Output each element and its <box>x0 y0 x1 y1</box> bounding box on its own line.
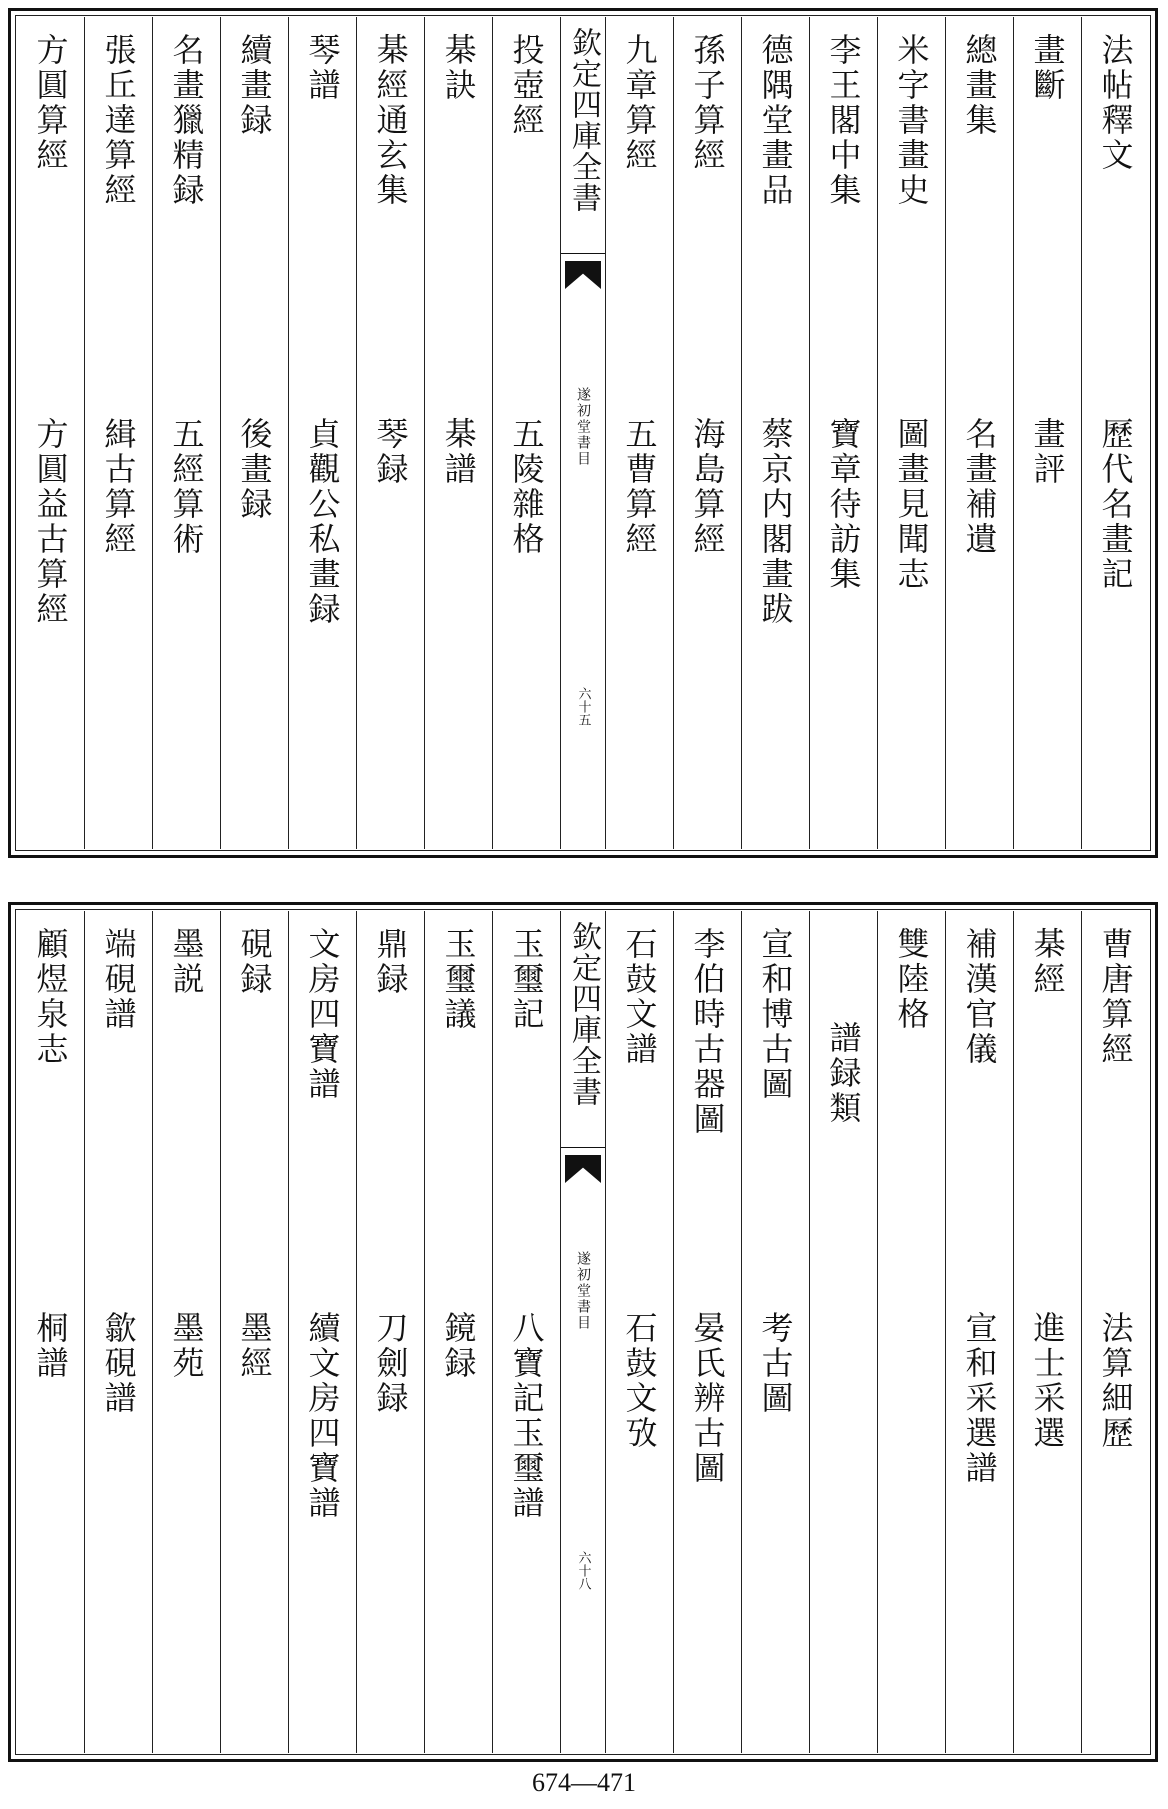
upper-left-col-1 <box>492 17 560 849</box>
lower-center-fold <box>560 911 605 1753</box>
lower-right-col-6 <box>741 911 809 1753</box>
book-title: 玉璽記 <box>507 927 546 1032</box>
fish-tail-rule <box>561 253 605 254</box>
upper-right-col-7 <box>673 17 741 849</box>
book-title: 寶章待訪集 <box>824 417 863 592</box>
upper-left-col-8 <box>17 17 84 849</box>
upper-left-col-5 <box>220 17 288 849</box>
upper-page-columns <box>17 17 1149 849</box>
upper-left-col-7 <box>84 17 152 849</box>
book-title: 琴録 <box>371 417 410 487</box>
book-title: 硯録 <box>235 927 274 997</box>
book-title: 考古圖 <box>756 1311 795 1416</box>
book-title: 貞觀公私畫録 <box>303 417 342 627</box>
book-title: 玉璽議 <box>439 927 478 1032</box>
lower-right-col-1 <box>1081 911 1149 1753</box>
book-title: 補漢官儀 <box>960 927 999 1067</box>
lower-left-col-6 <box>152 911 220 1753</box>
book-title: 桐譜 <box>31 1311 70 1381</box>
book-title: 方圓益古算經 <box>31 417 70 627</box>
book-title: 總畫集 <box>960 33 999 138</box>
lower-right-col-3 <box>945 911 1013 1753</box>
book-title: 張丘達算經 <box>99 33 138 208</box>
fish-tail-rule <box>561 1147 605 1148</box>
book-title: 五經算術 <box>167 417 206 557</box>
lower-left-col-7 <box>84 911 152 1753</box>
book-title: 宣和博古圖 <box>756 927 795 1102</box>
book-title: 墨經 <box>235 1311 274 1381</box>
book-title: 續文房四寶譜 <box>303 1311 342 1521</box>
book-title: 進士采選 <box>1028 1311 1067 1451</box>
book-title: 蔡京内閣畫跋 <box>756 417 795 627</box>
book-title: 後畫録 <box>235 417 274 522</box>
lower-right-col-7 <box>673 911 741 1753</box>
book-title: 法帖釋文 <box>1096 33 1135 173</box>
book-title: 方圓算經 <box>31 33 70 173</box>
lower-right-col-2 <box>1013 911 1081 1753</box>
upper-right-col-3 <box>945 17 1013 849</box>
upper-right-col-1 <box>1081 17 1149 849</box>
book-title: 德隅堂畫品 <box>756 33 795 208</box>
book-title: 海島算經 <box>688 417 727 557</box>
collection-title: 欽定四庫全書 <box>566 921 601 1107</box>
upper-right-col-6 <box>741 17 809 849</box>
book-title: 文房四寶譜 <box>303 927 342 1102</box>
lower-page <box>8 902 1158 1762</box>
book-title: 顧煜泉志 <box>31 927 70 1067</box>
lower-left-col-2 <box>424 911 492 1753</box>
page-reference-number: 674—471 <box>532 1768 636 1797</box>
book-title: 棊經通玄集 <box>371 33 410 208</box>
book-title: 端硯譜 <box>99 927 138 1032</box>
lower-left-col-8 <box>17 911 84 1753</box>
book-title: 歷代名畫記 <box>1096 417 1135 592</box>
folio-number: 六十八 <box>575 1551 591 1590</box>
book-title: 名畫獵精録 <box>167 33 206 208</box>
upper-left-col-6 <box>152 17 220 849</box>
book-title: 五陵雜格 <box>507 417 546 557</box>
book-title: 曹唐算經 <box>1096 927 1135 1067</box>
catalog-title: 遂初堂書目 <box>575 1251 591 1331</box>
book-title: 續畫録 <box>235 33 274 138</box>
book-title: 晏氏辨古圖 <box>688 1311 727 1486</box>
lower-right-col-5 <box>809 911 877 1753</box>
book-title: 墨説 <box>167 927 206 997</box>
lower-left-col-3 <box>356 911 424 1753</box>
book-title: 棊經 <box>1028 927 1067 997</box>
book-title: 石鼓文譜 <box>620 927 659 1067</box>
collection-title: 欽定四庫全書 <box>566 27 601 213</box>
upper-left-col-2 <box>424 17 492 849</box>
lower-left-col-4 <box>288 911 356 1753</box>
fish-tail-mark <box>565 261 601 289</box>
book-title: 畫評 <box>1028 417 1067 487</box>
book-title: 五曹算經 <box>620 417 659 557</box>
lower-page-columns <box>17 911 1149 1753</box>
upper-center-fold <box>560 17 605 849</box>
upper-left-col-4 <box>288 17 356 849</box>
lower-left-col-5 <box>220 911 288 1753</box>
book-title: 琴譜 <box>303 33 342 103</box>
lower-right-col-4 <box>877 911 945 1753</box>
fish-tail-mark <box>565 1155 601 1183</box>
upper-right-col-8 <box>605 17 673 849</box>
upper-page <box>8 8 1158 858</box>
book-title: 宣和采選譜 <box>960 1311 999 1486</box>
book-title: 法算細歷 <box>1096 1311 1135 1451</box>
book-title: 棊訣 <box>439 33 478 103</box>
book-title: 李伯時古器圖 <box>688 927 727 1137</box>
book-title: 投壺經 <box>507 33 546 138</box>
upper-right-col-2 <box>1013 17 1081 849</box>
book-title: 八寶記玉璽譜 <box>507 1311 546 1521</box>
lower-left-col-1 <box>492 911 560 1753</box>
book-title: 李王閣中集 <box>824 33 863 208</box>
lower-right-col-8 <box>605 911 673 1753</box>
book-title: 鏡録 <box>439 1311 478 1381</box>
book-title: 鼎録 <box>371 927 410 997</box>
book-title: 歙硯譜 <box>99 1311 138 1416</box>
book-title: 九章算經 <box>620 33 659 173</box>
book-title: 畫斷 <box>1028 33 1067 103</box>
book-title: 墨苑 <box>167 1311 206 1381</box>
category-heading: 譜録類 <box>824 1021 863 1126</box>
book-title: 刀劍録 <box>371 1311 410 1416</box>
upper-right-col-4 <box>877 17 945 849</box>
book-title: 名畫補遺 <box>960 417 999 557</box>
upper-left-col-3 <box>356 17 424 849</box>
book-title: 孫子算經 <box>688 33 727 173</box>
book-title: 雙陸格 <box>892 927 931 1032</box>
folio-number: 六十五 <box>575 687 591 726</box>
book-title: 圖畫見聞志 <box>892 417 931 592</box>
book-title: 棊譜 <box>439 417 478 487</box>
book-title: 米字書畫史 <box>892 33 931 208</box>
book-title: 緝古算經 <box>99 417 138 557</box>
upper-right-col-5 <box>809 17 877 849</box>
catalog-title: 遂初堂書目 <box>575 387 591 467</box>
book-title: 石鼓文攷 <box>620 1311 659 1451</box>
